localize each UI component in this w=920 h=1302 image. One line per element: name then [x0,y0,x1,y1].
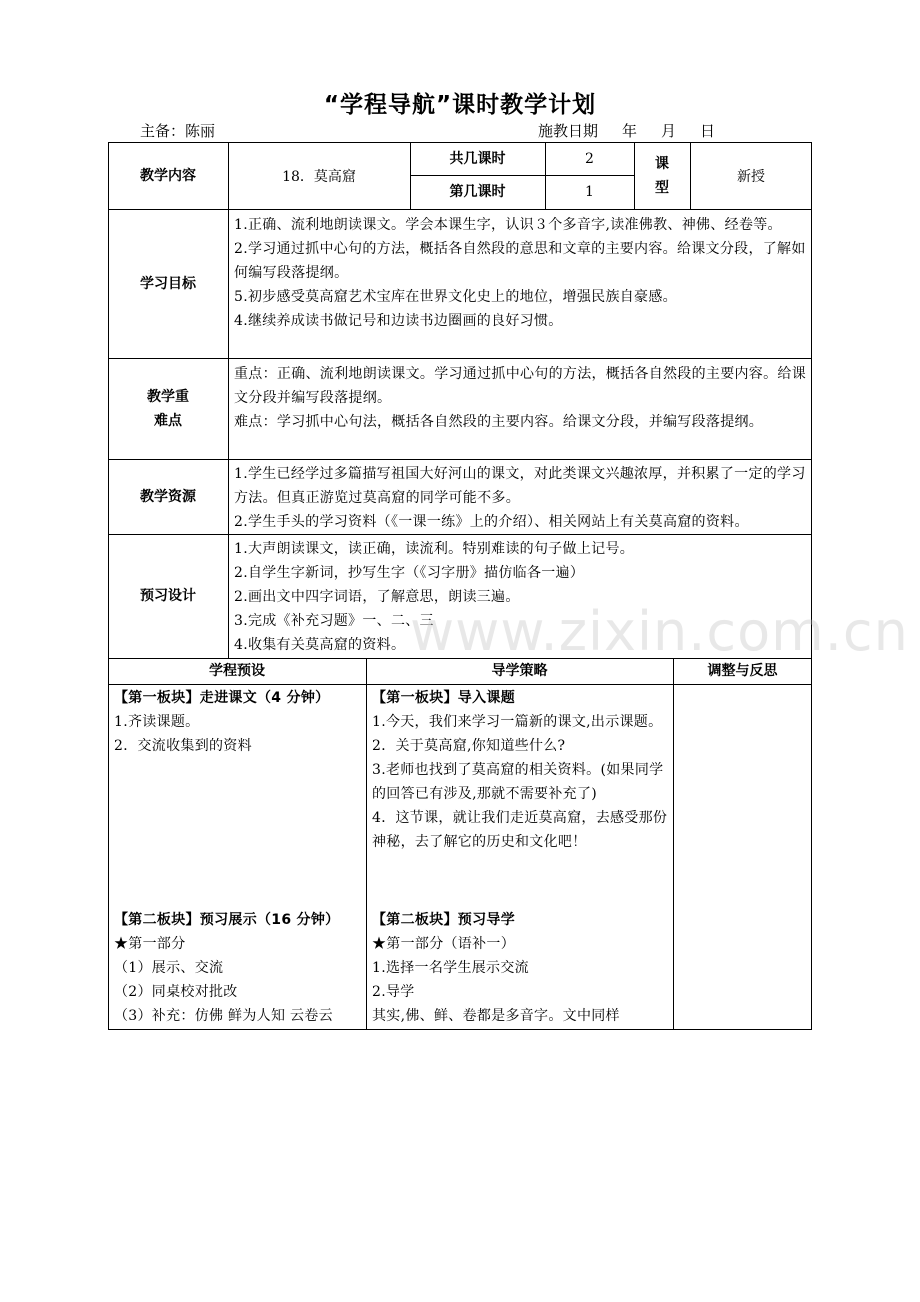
col-divider [673,658,674,1030]
goals-label: 学习目标 [140,275,196,292]
preview-item: 2.画出文中四字词语，了解意思，朗读三遍。 [234,589,520,605]
keypoints-label [108,358,228,459]
year-label: 年 [622,122,638,140]
strategy-item: 2.导学 [372,984,415,1000]
keypoint-item: 重点：正确、流利地朗读课文。学习通过抓中心句的方法，概括各自然段的主要内容。给课文分段并编写段落提纲。 [234,366,806,406]
lesson-type-label-1: 课 [655,155,669,172]
author-label: 主备：陈丽 [140,122,216,140]
col-header-preset: 学程预设 [209,663,265,679]
watermark: www.zixin.com.cn [410,600,909,663]
row-divider [108,684,812,685]
content-label: 教学内容 [140,167,196,184]
lesson-type-label [634,142,690,209]
preview-label: 预习设计 [140,588,196,604]
strategy-item: 1.选择一名学生展示交流 [372,960,529,976]
month-label: 月 [661,122,677,140]
resources-label: 教学资源 [140,488,196,505]
nth-lesson-label: 第几课时 [449,184,506,200]
preset-item: 1.齐读课题。 [114,714,200,730]
strategy-block-1 [372,686,670,854]
col-divider [366,658,367,1030]
strategy-block-2 [372,908,670,1028]
lesson-type-value: 新授 [737,168,765,185]
strategy-item: 4．这节课，就让我们走近莫高窟，去感受那份神秘，去了解它的历史和文化吧！ [372,810,668,850]
col-divider [228,142,229,658]
preset-block-2-title: 【第二板块】预习展示（16 分钟） [114,912,340,928]
goal-item: 5.初步感受莫高窟艺术宝库在世界文化史上的地位，增强民族自豪感。 [234,289,677,305]
keypoint-item: 难点：学习抓中心句法，概括各自然段的主要内容。给课文分段，并编写段落提纲。 [234,414,764,430]
goal-item: 1.正确、流利地朗读课文。学会本课生字，认识３个多音字,读准佛教、神佛、经卷等。 [234,217,782,233]
preview-item: 2.自学生字新词，抄写生字（《习字册》描仿临各一遍） [234,565,585,581]
strategy-item: ★第一部分（语补一） [372,936,515,952]
strategy-block-2-title: 【第二板块】预习导学 [372,912,515,928]
goals-text [234,213,806,333]
keypoints-label-2: 难点 [154,412,182,429]
preset-block-1 [114,686,364,758]
preview-text [234,537,806,657]
date-label: 施教日期 [538,122,599,140]
preview-item: 4.收集有关莫高窟的资料。 [234,637,406,653]
document-title: “学程导航”课时教学计划 [323,92,597,118]
preset-block-1-title: 【第一板块】走进课文（4 分钟） [114,690,330,706]
preset-item: 2．交流收集到的资料 [114,738,252,754]
preview-item: 3.完成《补充习题》一、二、三 [234,613,434,629]
keypoints-text [234,362,806,434]
keypoints-label-1: 教学重 [147,388,189,405]
nth-lesson-value: 1 [585,184,594,200]
col-header-strategy: 导学策略 [491,663,548,679]
lesson-type-label-2: 型 [655,179,669,196]
preview-item: 1.大声朗读课文，读正确，读流利。特别难读的句子做上记号。 [234,541,635,557]
strategy-item: 1.今天，我们来学习一篇新的课文,出示课题。 [372,714,663,730]
resource-item: 1.学生已经学过多篇描写祖国大好河山的课文，对此类课文兴趣浓厚，并积累了一定的学习方法。但真正游览过莫高窟的同学可能不多。 [234,466,806,506]
resource-item: 2.学生手头的学习资料（《一课一练》上的介绍）、相关网站上有关莫高窟的资料。 [234,514,749,530]
strategy-item: 3.老师也找到了莫高窟的相关资料。(如果同学的回答已有涉及,那就不需要补充了) [372,762,664,802]
resources-text [234,462,806,534]
strategy-item: 其实,佛、鲜、卷都是多音字。文中同样 [372,1008,620,1024]
goal-item: 4.继续养成读书做记号和边读书边圈画的良好习惯。 [234,313,563,329]
total-lessons-label: 共几课时 [449,150,506,167]
strategy-item: 2．关于莫高窟,你知道些什么? [372,738,566,754]
col-header-reflection: 调整与反思 [707,663,778,679]
goal-item: 2.学习通过抓中心句的方法，概括各自然段的意思和文章的主要内容。给课文分段，了解如何编写段落提纲。 [234,241,806,281]
preset-item: （2）同桌校对批改 [114,984,238,1000]
total-lessons-value: 2 [585,150,594,167]
preset-item: （1）展示、交流 [114,960,224,976]
teaching-date [538,120,739,141]
preset-item: （3）补充：仿佛 鲜为人知 云卷云 [114,1008,333,1024]
content-value: 18．莫高窟 [282,168,356,185]
day-label: 日 [700,122,716,140]
preset-block-2 [114,908,364,1028]
preset-item: ★第一部分 [114,936,186,952]
strategy-block-1-title: 【第一板块】导入课题 [372,690,515,706]
